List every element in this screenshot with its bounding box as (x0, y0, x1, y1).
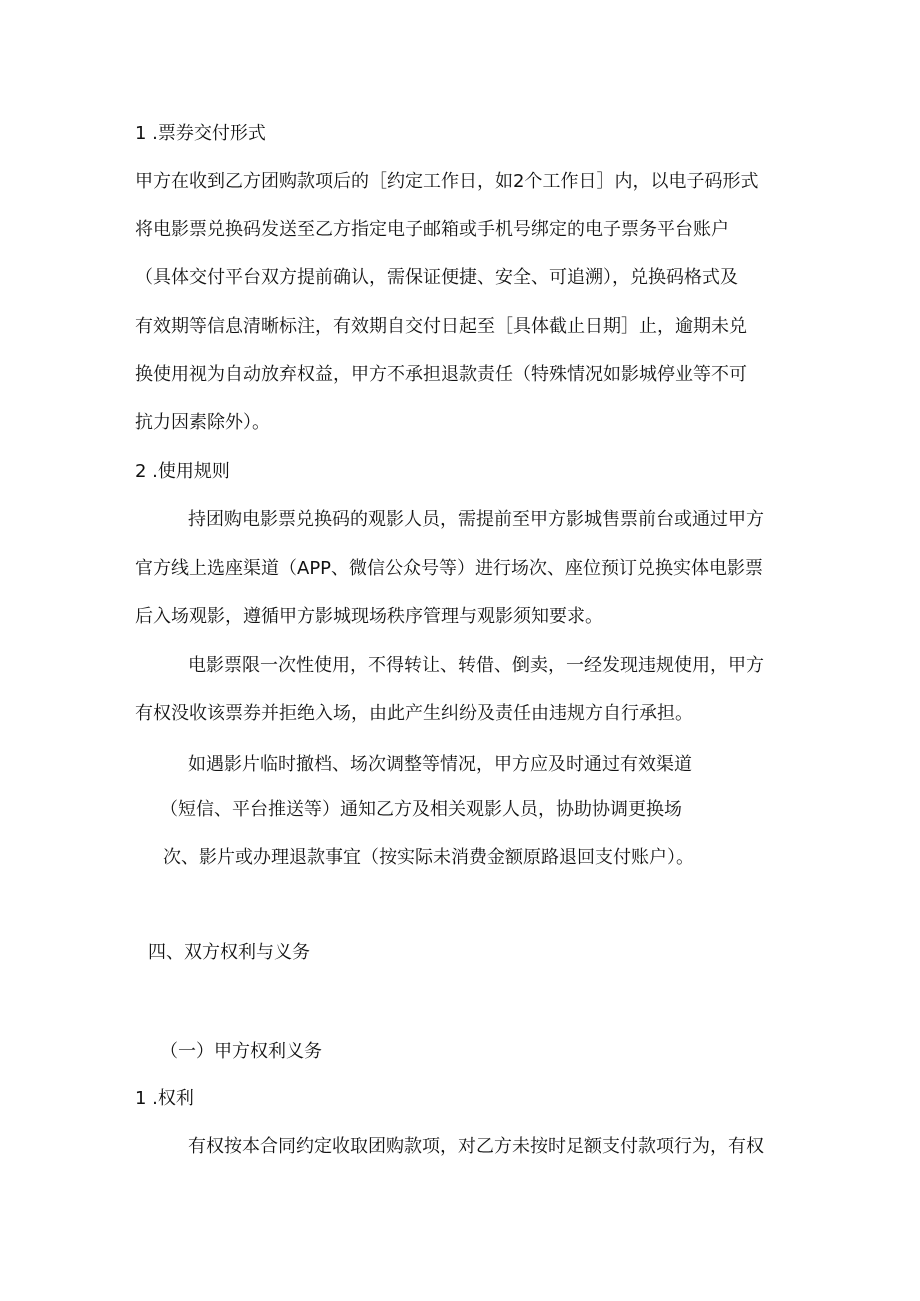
section-heading-usage-rules: 2 .使用规则 (135, 461, 230, 482)
paragraph-line: 甲方在收到乙方团购款项后的［约定工作日，如2个工作日］内，以电子码形式 (135, 171, 759, 192)
subsection-heading: （一）甲方权利义务 (160, 1041, 322, 1062)
paragraph-line: 后入场观影，遵循甲方影城现场秩序管理与观影须知要求。 (135, 606, 603, 627)
paragraph-line: 有权按本合同约定收取团购款项，对乙方未按时足额支付款项行为，有权 (188, 1136, 764, 1157)
paragraph-line: 官方线上选座渠道（APP、微信公众号等）进行场次、座位预订兑换实体电影票 (135, 558, 764, 579)
paragraph-line: 有权没收该票券并拒绝入场，由此产生纠纷及责任由违规方自行承担。 (135, 703, 693, 724)
paragraph-line: 持团购电影票兑换码的观影人员，需提前至甲方影城售票前台或通过甲方 (188, 509, 764, 530)
paragraph-line: 次、影片或办理退款事宜（按实际未消费金额原路退回支付账户）。 (163, 847, 694, 868)
paragraph-line: （短信、平台推送等）通知乙方及相关观影人员，协助协调更换场 (160, 799, 682, 820)
section-heading-ticket-delivery: 1 .票券交付形式 (135, 123, 266, 144)
paragraph-line: 将电影票兑换码发送至乙方指定电子邮箱或手机号绑定的电子票务平台账户 (135, 219, 729, 240)
item-heading: 1 .权利 (135, 1088, 194, 1109)
paragraph-line: 电影票限一次性使用，不得转让、转借、倒卖，一经发现违规使用，甲方 (188, 655, 764, 676)
paragraph-line: 抗力因素除外）。 (135, 412, 270, 433)
paragraph-line: （具体交付平台双方提前确认，需保证便捷、安全、可追溯），兑换码格式及 (135, 267, 738, 288)
paragraph-line: 有效期等信息清晰标注，有效期自交付日起至［具体截止日期］止，逾期未兑 (135, 316, 747, 337)
paragraph-line: 如遇影片临时撤档、场次调整等情况，甲方应及时通过有效渠道 (188, 754, 692, 775)
paragraph-line: 换使用视为自动放弃权益，甲方不承担退款责任（特殊情况如影城停业等不可 (135, 364, 747, 385)
chapter-title: 四、双方权利与义务 (148, 942, 310, 963)
